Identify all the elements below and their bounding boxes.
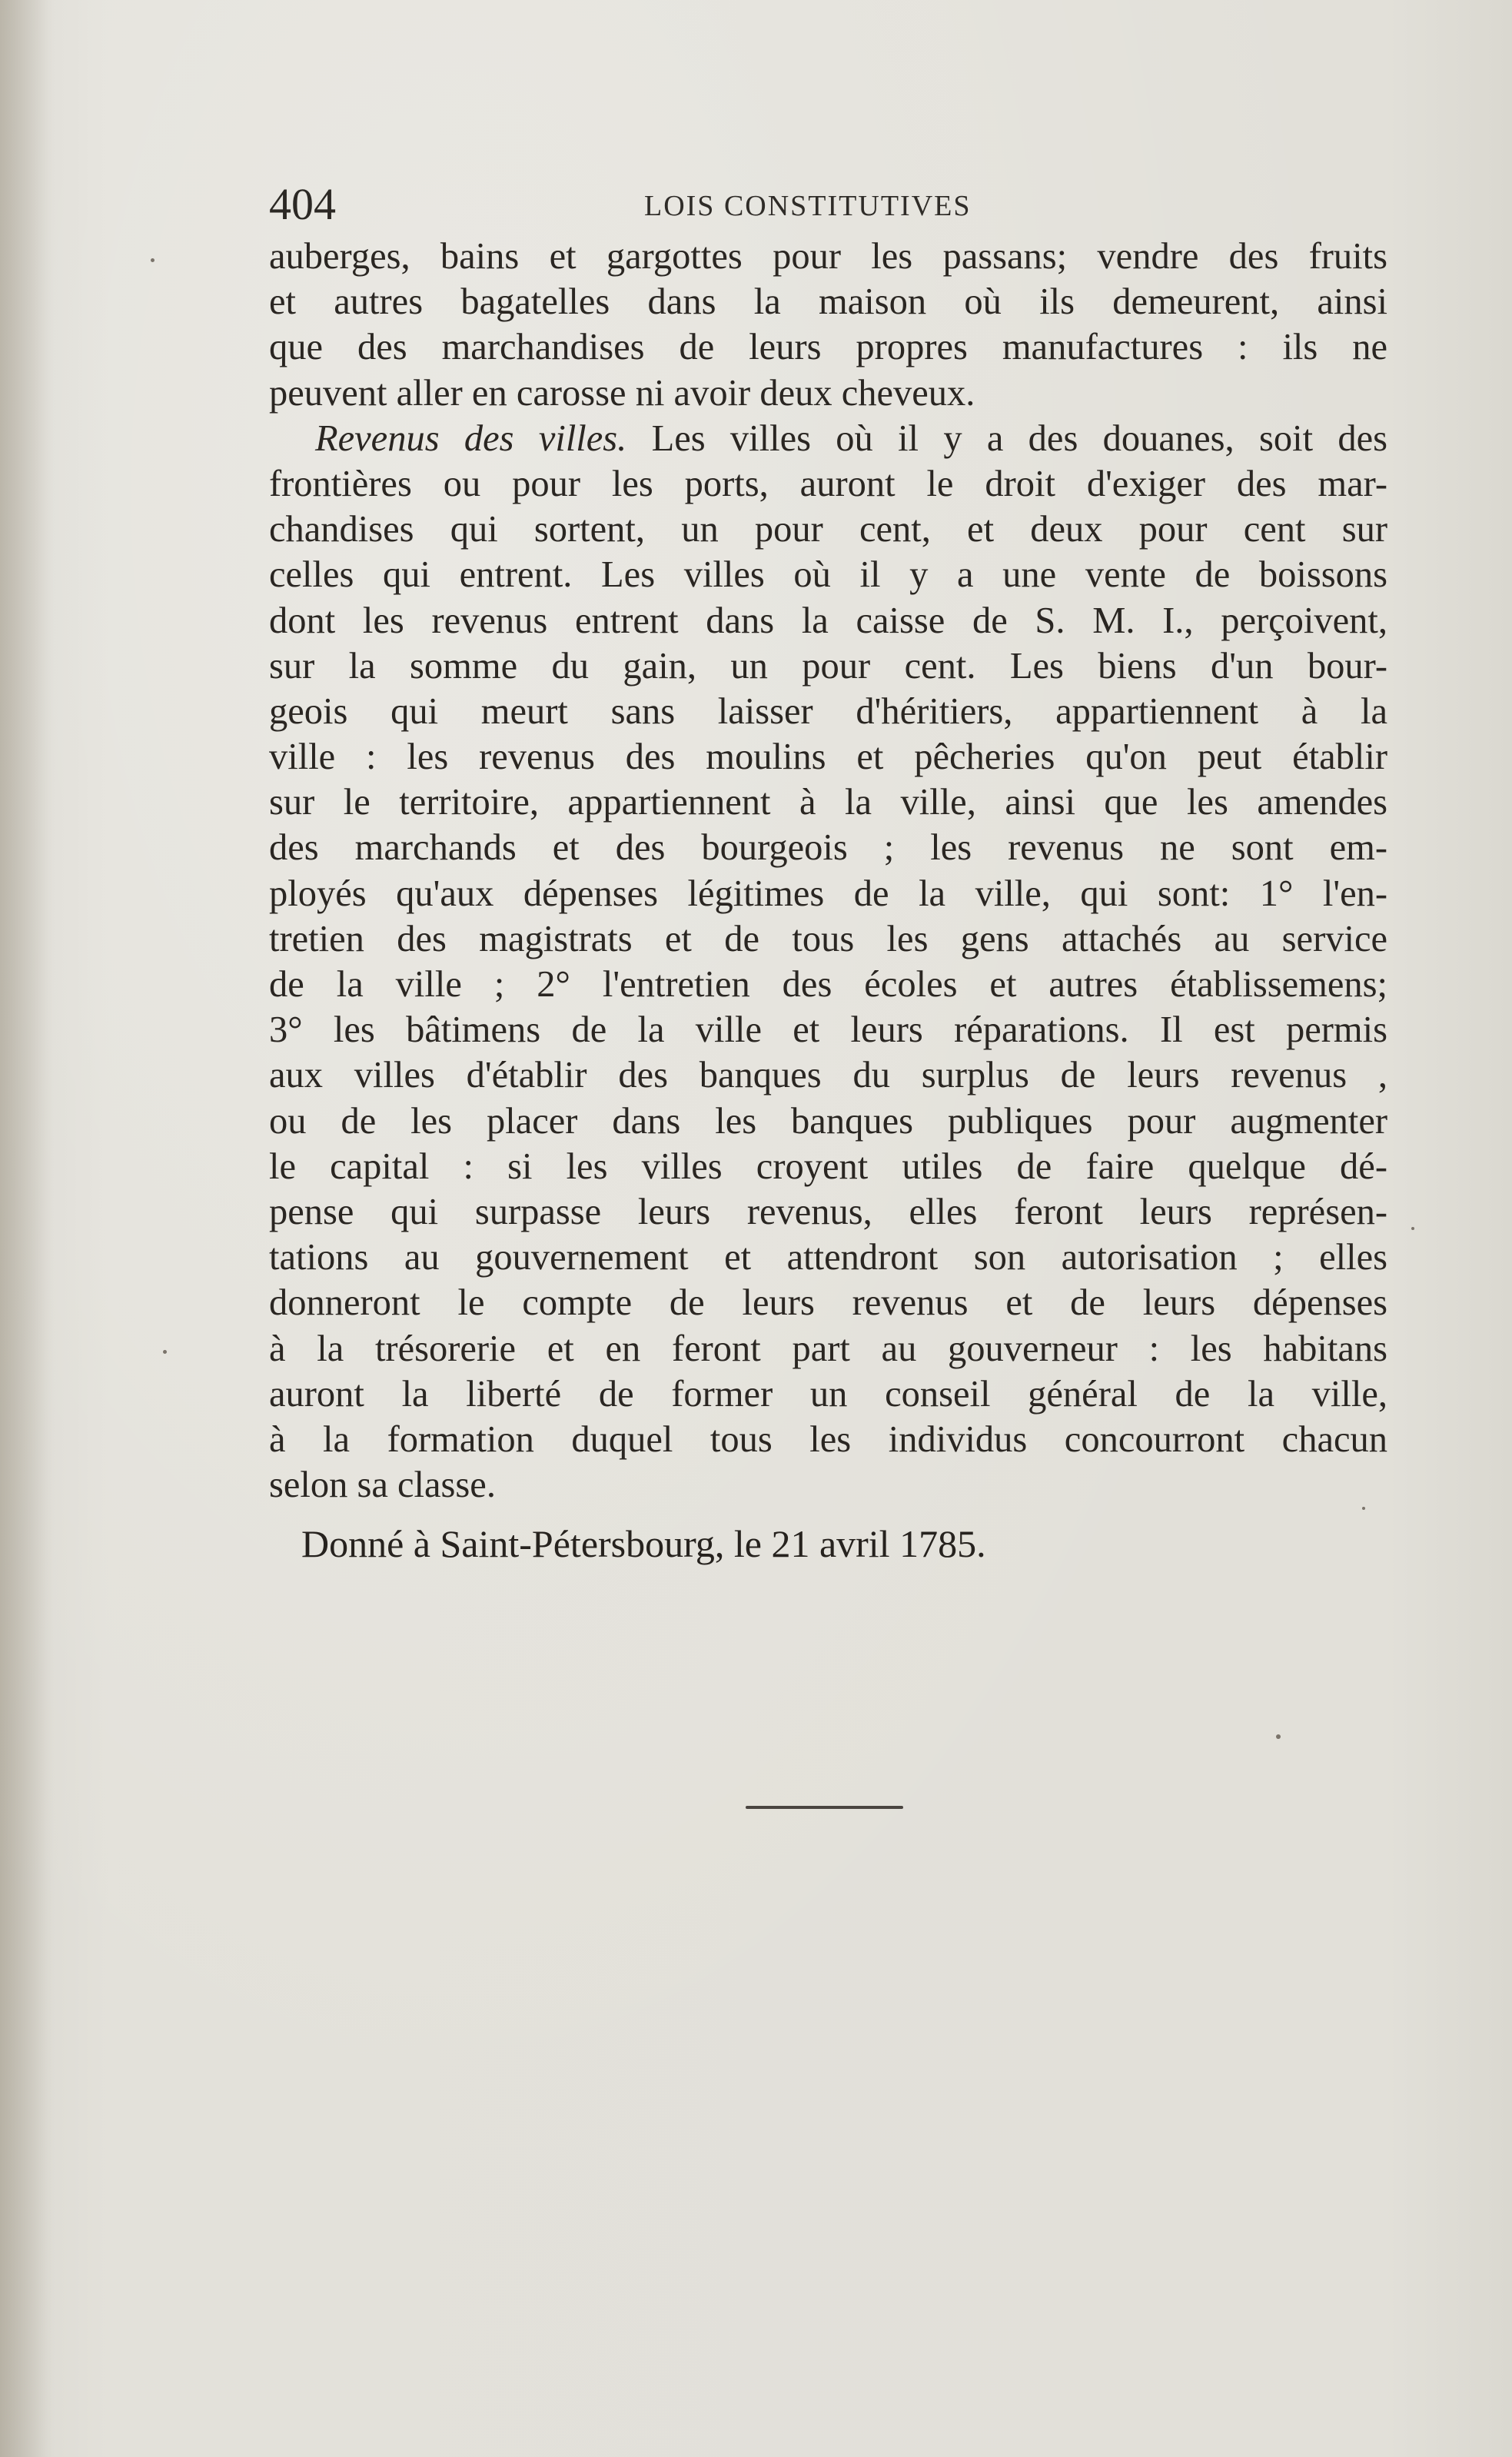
section-line: frontières ou pour les ports, auront le droit d'exiger des mar- [269,463,1387,504]
section-line: sur le territoire, appartiennent à la ville, ainsi que les amendes [269,782,1387,823]
body-text [269,234,1387,1508]
paper-speck [163,1350,167,1354]
running-head: LOIS CONSTITUTIVES [644,190,972,222]
section-line: pense qui surpasse leurs revenus, elles feront leurs représen- [269,1191,1387,1232]
section-line: dont les revenus entrent dans la caisse de S. M. I., perçoivent, [269,600,1387,641]
section-line: à la trésorerie et en feront part au gouverneur : les habitans [269,1328,1387,1369]
text-line: que des marchandises de leurs propres manufactures : ils ne [269,327,1387,368]
section-line: de la ville ; 2° l'entretien des écoles et autres établissemens; [269,964,1387,1005]
section-line: celles qui entrent. Les villes où il y a une vente de boissons [269,554,1387,596]
section-line: auront la liberté de former un conseil général de la ville, [269,1373,1387,1415]
section-first-line [269,416,1387,461]
section-line: aux villes d'établir des banques du surplus de leurs revenus , [269,1055,1387,1096]
paper-speck [1411,1227,1414,1230]
page-number: 404 [269,179,336,229]
text-line: auberges, bains et gargottes pour les passans; vendre des fruits [269,236,1387,277]
section-line: ou de les placer dans les banques publiques pour augmenter [269,1100,1387,1142]
section-line: sur la somme du gain, un pour cent. Les biens d'un bour- [269,645,1387,687]
section-line: chandises qui sortent, un pour cent, et deux pour cent sur [269,509,1387,550]
page-header [269,181,1387,228]
paper-speck [1276,1734,1281,1739]
section-line: ployés qu'aux dépenses légitimes de la ville, qui sont: 1° l'en- [269,873,1387,914]
section-line: le capital : si les villes croyent utiles de faire quelque dé- [269,1145,1387,1187]
paper-speck [1362,1507,1365,1510]
section-line: geois qui meurt sans laisser d'héritiers, appartiennent à la [269,690,1387,732]
section-line: 3° les bâtimens de la ville et leurs réparations. Il est permis [269,1009,1387,1051]
section-line: Les villes où il y a des douanes, soit des [651,417,1387,459]
paper-speck [151,258,155,262]
closing-rule [746,1806,903,1809]
section-line: selon sa classe. [269,1465,496,1506]
section-line: à la formation duquel tous les individus concourront chacun [269,1418,1387,1460]
section-line: des marchands et des bourgeois ; les revenus ne sont em- [269,827,1387,869]
page-edge-shadow [0,0,54,2457]
text-line: peuvent aller en carosse ni avoir deux cheveux. [269,372,975,414]
section-line: tretien des magistrats et de tous les gens attachés au service [269,918,1387,959]
section-line: ville : les revenus des moulins et pêcheries qu'on peut établir [269,736,1387,778]
text-line: et autres bagatelles dans la maison où ils demeurent, ainsi [269,281,1387,323]
signature-line: Donné à Saint-Pétersbourg, le 21 avril 1785. [301,1522,986,1565]
section-line: tations au gouvernement et attendront son autorisation ; elles [269,1237,1387,1278]
section-heading: Revenus des villes. [315,417,627,459]
section-line: donneront le compte de leurs revenus et de leurs dépenses [269,1282,1387,1324]
